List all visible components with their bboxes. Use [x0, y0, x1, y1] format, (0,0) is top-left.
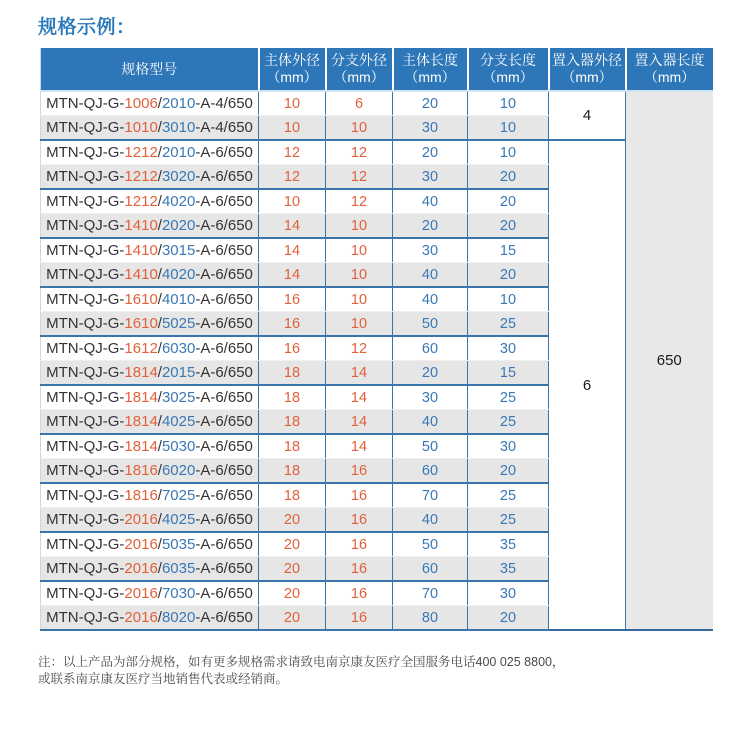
introducer-od-cell: 4: [549, 91, 626, 140]
body-length-cell: 20: [393, 214, 468, 239]
model-part: -A-6/650: [195, 193, 253, 210]
body-od-cell: 16: [259, 312, 326, 337]
column-header-unit: （mm）: [266, 69, 318, 85]
column-header-label: 分支长度: [480, 52, 536, 68]
table-header-row: [41, 48, 713, 91]
model-part: /: [157, 340, 162, 357]
branch-length-cell: 15: [468, 238, 549, 263]
model-part: MTN-QJ-G-: [46, 291, 125, 308]
model-part: /: [157, 413, 162, 430]
branch-length-cell: 25: [468, 312, 549, 337]
model-part: MTN-QJ-G-: [46, 168, 125, 185]
model-part: 4025: [161, 511, 196, 528]
model-part: 7030: [161, 585, 196, 602]
branch-od-cell: 16: [326, 532, 393, 557]
branch-length-cell: 20: [468, 459, 549, 484]
model-part: 3015: [161, 242, 196, 259]
body-od-cell: 16: [259, 287, 326, 312]
branch-od-cell: 6: [326, 91, 393, 116]
model-part: 3010: [161, 119, 196, 136]
column-header-label: 置入器外径: [552, 52, 622, 68]
model-part: MTN-QJ-G-: [46, 193, 125, 210]
model-part: MTN-QJ-G-: [46, 438, 125, 455]
model-part: /: [157, 266, 162, 283]
body-od-cell: 18: [259, 483, 326, 508]
branch-od-cell: 10: [326, 287, 393, 312]
body-length-cell: 30: [393, 238, 468, 263]
column-header-label: 规格型号: [121, 60, 178, 77]
body-od-cell: 20: [259, 508, 326, 533]
model-part: 4010: [161, 291, 196, 308]
model-part: 1814: [124, 438, 158, 455]
branch-length-cell: 15: [468, 361, 549, 386]
branch-length-cell: 30: [468, 336, 549, 361]
branch-od-cell: 12: [326, 336, 393, 361]
table-row: [41, 140, 713, 165]
branch-length-cell: 25: [468, 508, 549, 533]
column-header-unit: （mm）: [643, 69, 696, 85]
model-part: 1006: [124, 95, 158, 112]
column-header: [549, 48, 626, 91]
model-part: MTN-QJ-G-: [46, 585, 125, 602]
branch-length-cell: 10: [468, 116, 549, 141]
model-part: /: [157, 144, 162, 161]
model-cell: [41, 606, 259, 631]
model-part: 1814: [124, 389, 158, 406]
model-part: MTN-QJ-G-: [46, 413, 125, 430]
model-part: 1816: [124, 462, 158, 479]
branch-od-cell: 10: [326, 238, 393, 263]
model-part: -A-6/650: [195, 340, 253, 357]
body-length-cell: 30: [393, 116, 468, 141]
model-part: 1410: [124, 266, 158, 283]
model-part: 6035: [161, 560, 196, 577]
model-part: MTN-QJ-G-: [46, 536, 125, 553]
branch-length-cell: 20: [468, 189, 549, 214]
column-header: [326, 48, 393, 91]
branch-length-cell: 30: [468, 434, 549, 459]
model-part: /: [157, 536, 162, 553]
model-part: /: [157, 609, 162, 626]
body-length-cell: 50: [393, 312, 468, 337]
column-header-unit: （mm）: [561, 69, 613, 85]
model-part: MTN-QJ-G-: [46, 217, 125, 234]
model-cell: [41, 508, 259, 533]
model-part: MTN-QJ-G-: [46, 364, 125, 381]
model-cell: [41, 385, 259, 410]
model-cell: [41, 532, 259, 557]
model-cell: [41, 336, 259, 361]
body-od-cell: 10: [259, 189, 326, 214]
model-part: 1610: [124, 291, 158, 308]
model-part: 2016: [124, 536, 158, 553]
model-cell: [41, 361, 259, 386]
model-part: 1212: [124, 168, 158, 185]
model-cell: [41, 434, 259, 459]
model-part: /: [157, 119, 162, 136]
body-length-cell: 50: [393, 532, 468, 557]
model-part: /: [157, 487, 162, 504]
model-part: 2016: [124, 511, 158, 528]
model-cell: [41, 312, 259, 337]
model-part: /: [157, 560, 162, 577]
branch-od-cell: 10: [326, 116, 393, 141]
body-length-cell: 20: [393, 91, 468, 116]
model-part: -A-6/650: [195, 609, 253, 626]
branch-length-cell: 35: [468, 557, 549, 582]
model-part: 3020: [161, 168, 196, 185]
model-cell: [41, 287, 259, 312]
body-od-cell: 16: [259, 336, 326, 361]
model-part: MTN-QJ-G-: [46, 560, 125, 577]
branch-length-cell: 10: [468, 287, 549, 312]
column-header-unit: （mm）: [482, 69, 534, 85]
model-part: 1814: [124, 364, 158, 381]
model-part: 1410: [124, 242, 158, 259]
header-row: [41, 48, 713, 91]
column-header: [393, 48, 468, 91]
branch-od-cell: 16: [326, 581, 393, 606]
branch-od-cell: 16: [326, 508, 393, 533]
model-part: /: [157, 389, 162, 406]
body-length-cell: 60: [393, 336, 468, 361]
column-header: [259, 48, 326, 91]
model-part: 6030: [161, 340, 196, 357]
model-part: 3025: [161, 389, 196, 406]
model-part: 1814: [124, 413, 158, 430]
model-part: MTN-QJ-G-: [46, 95, 125, 112]
branch-length-cell: 35: [468, 532, 549, 557]
branch-length-cell: 20: [468, 263, 549, 288]
model-part: /: [157, 168, 162, 185]
model-cell: [41, 214, 259, 239]
model-cell: [41, 459, 259, 484]
body-od-cell: 10: [259, 91, 326, 116]
page-title: 规格示例：: [38, 17, 136, 38]
branch-length-cell: 20: [468, 214, 549, 239]
model-part: /: [157, 193, 162, 210]
branch-length-cell: 25: [468, 410, 549, 435]
column-header-label: 主体长度: [402, 52, 458, 68]
model-part: -A-6/650: [195, 536, 253, 553]
model-part: /: [157, 217, 162, 234]
body-od-cell: 18: [259, 459, 326, 484]
body-length-cell: 40: [393, 263, 468, 288]
model-part: 4020: [161, 193, 196, 210]
body-od-cell: 10: [259, 116, 326, 141]
branch-length-cell: 25: [468, 483, 549, 508]
model-part: 1610: [124, 315, 158, 332]
body-od-cell: 18: [259, 385, 326, 410]
branch-od-cell: 14: [326, 434, 393, 459]
model-part: -A-6/650: [195, 413, 253, 430]
model-part: -A-6/650: [195, 487, 253, 504]
model-part: -A-6/650: [195, 266, 253, 283]
model-part: -A-6/650: [195, 315, 253, 332]
body-length-cell: 70: [393, 581, 468, 606]
branch-length-cell: 10: [468, 91, 549, 116]
model-part: 2015: [161, 364, 196, 381]
branch-od-cell: 12: [326, 189, 393, 214]
branch-length-cell: 20: [468, 606, 549, 631]
model-cell: [41, 263, 259, 288]
table-row: [41, 91, 713, 116]
model-part: -A-6/650: [195, 462, 253, 479]
branch-od-cell: 14: [326, 385, 393, 410]
body-od-cell: 20: [259, 606, 326, 631]
body-od-cell: 14: [259, 214, 326, 239]
model-part: 1816: [124, 487, 158, 504]
model-part: -A-6/650: [195, 560, 253, 577]
body-od-cell: 18: [259, 434, 326, 459]
body-length-cell: 70: [393, 483, 468, 508]
model-part: MTN-QJ-G-: [46, 315, 125, 332]
model-part: -A-6/650: [195, 242, 253, 259]
model-part: -A-6/650: [195, 144, 253, 161]
branch-od-cell: 10: [326, 214, 393, 239]
model-part: MTN-QJ-G-: [46, 266, 125, 283]
body-od-cell: 12: [259, 140, 326, 165]
branch-od-cell: 10: [326, 263, 393, 288]
body-od-cell: 20: [259, 532, 326, 557]
column-header: [468, 48, 549, 91]
body-length-cell: 50: [393, 434, 468, 459]
model-cell: [41, 410, 259, 435]
model-cell: [41, 557, 259, 582]
model-part: MTN-QJ-G-: [46, 340, 125, 357]
branch-od-cell: 16: [326, 606, 393, 631]
model-cell: [41, 116, 259, 141]
column-header: [626, 48, 713, 91]
body-length-cell: 40: [393, 508, 468, 533]
model-part: 2010: [161, 144, 196, 161]
model-part: -A-6/650: [195, 389, 253, 406]
column-header-label: 分支外径: [331, 52, 387, 68]
branch-length-cell: 10: [468, 140, 549, 165]
body-length-cell: 40: [393, 287, 468, 312]
model-part: /: [157, 291, 162, 308]
introducer-od-cell: 6: [549, 140, 626, 630]
model-part: /: [157, 364, 162, 381]
model-part: -A-6/650: [195, 438, 253, 455]
branch-length-cell: 30: [468, 581, 549, 606]
body-od-cell: 20: [259, 581, 326, 606]
body-length-cell: 20: [393, 140, 468, 165]
body-length-cell: 40: [393, 189, 468, 214]
branch-od-cell: 12: [326, 140, 393, 165]
branch-length-cell: 25: [468, 385, 549, 410]
column-header: [41, 48, 259, 91]
model-part: /: [157, 315, 162, 332]
model-part: 2020: [161, 217, 196, 234]
model-part: 2016: [124, 585, 158, 602]
model-part: 5025: [161, 315, 196, 332]
model-part: 1612: [124, 340, 158, 357]
model-part: /: [157, 242, 162, 259]
model-part: /: [157, 585, 162, 602]
model-part: 5035: [161, 536, 196, 553]
model-part: 7025: [161, 487, 196, 504]
model-part: 2016: [124, 560, 158, 577]
branch-od-cell: 16: [326, 459, 393, 484]
model-part: MTN-QJ-G-: [46, 119, 125, 136]
branch-od-cell: 12: [326, 165, 393, 190]
model-part: -A-6/650: [195, 291, 253, 308]
model-cell: [41, 483, 259, 508]
body-od-cell: 12: [259, 165, 326, 190]
model-cell: [41, 238, 259, 263]
spec-table: [40, 48, 713, 631]
branch-od-cell: 16: [326, 557, 393, 582]
model-part: 4025: [161, 413, 196, 430]
column-header-label: 置入器长度: [634, 52, 705, 68]
model-part: /: [157, 511, 162, 528]
branch-length-cell: 20: [468, 165, 549, 190]
body-length-cell: 30: [393, 165, 468, 190]
model-part: /: [157, 462, 162, 479]
column-header-unit: （mm）: [333, 69, 385, 85]
model-part: MTN-QJ-G-: [46, 462, 125, 479]
body-length-cell: 60: [393, 557, 468, 582]
introducer-length-cell: 650: [626, 91, 713, 630]
model-part: 1212: [124, 144, 158, 161]
model-cell: [41, 165, 259, 190]
body-od-cell: 14: [259, 263, 326, 288]
footnote-line-2: 或联系南京康友医疗当地销售代表或经销商。: [38, 672, 289, 686]
table-body: [41, 91, 713, 630]
footnote: [38, 654, 753, 688]
body-od-cell: 14: [259, 238, 326, 263]
model-part: -A-6/650: [195, 585, 253, 602]
model-part: 8020: [161, 609, 196, 626]
model-cell: [41, 581, 259, 606]
model-part: MTN-QJ-G-: [46, 511, 125, 528]
model-part: -A-6/650: [195, 168, 253, 185]
model-part: MTN-QJ-G-: [46, 144, 125, 161]
model-part: 5030: [161, 438, 196, 455]
model-part: -A-6/650: [195, 217, 253, 234]
model-part: MTN-QJ-G-: [46, 487, 125, 504]
model-part: 6020: [161, 462, 196, 479]
model-part: /: [157, 95, 162, 112]
body-length-cell: 60: [393, 459, 468, 484]
model-part: MTN-QJ-G-: [46, 389, 125, 406]
model-part: MTN-QJ-G-: [46, 242, 125, 259]
model-part: -A-4/650: [195, 95, 253, 112]
branch-od-cell: 16: [326, 483, 393, 508]
model-part: -A-6/650: [195, 364, 253, 381]
model-part: 2016: [124, 609, 158, 626]
body-od-cell: 18: [259, 361, 326, 386]
footnote-line-1: 注：以上产品为部分规格，如有更多规格需求请致电南京康友医疗全国服务电话400 025 8800，: [38, 655, 565, 669]
column-header-unit: （mm）: [404, 69, 456, 85]
body-od-cell: 18: [259, 410, 326, 435]
branch-od-cell: 14: [326, 410, 393, 435]
body-length-cell: 40: [393, 410, 468, 435]
column-header-label: 主体外径: [264, 52, 320, 68]
model-part: 2010: [161, 95, 196, 112]
branch-od-cell: 10: [326, 312, 393, 337]
body-length-cell: 80: [393, 606, 468, 631]
model-part: 1410: [124, 217, 158, 234]
model-part: /: [157, 438, 162, 455]
model-cell: [41, 189, 259, 214]
model-part: 1010: [124, 119, 158, 136]
body-length-cell: 30: [393, 385, 468, 410]
model-part: 4020: [161, 266, 196, 283]
model-cell: [41, 91, 259, 116]
body-length-cell: 20: [393, 361, 468, 386]
model-part: MTN-QJ-G-: [46, 609, 125, 626]
model-part: -A-6/650: [195, 511, 253, 528]
model-part: -A-4/650: [195, 119, 253, 136]
model-cell: [41, 140, 259, 165]
branch-od-cell: 14: [326, 361, 393, 386]
body-od-cell: 20: [259, 557, 326, 582]
model-part: 1212: [124, 193, 158, 210]
